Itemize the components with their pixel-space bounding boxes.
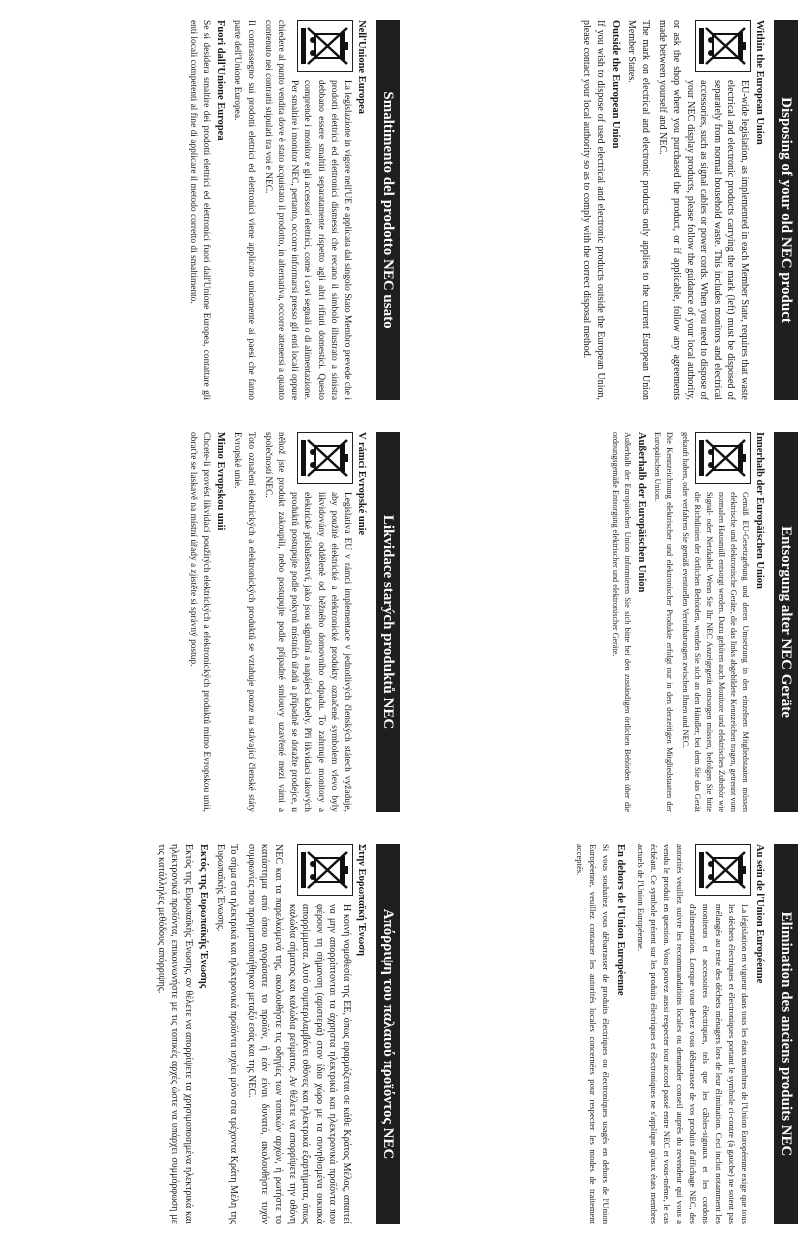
- paragraph: La législation en vigueur dans tous les états membres de l'Union Européenne exige que tous les déchets électriques et électroniques portant le symbole ci-contre (à gauche) ne soient pas mélangés au reste des déchets ménagers lors de leur élimination. Ceci inclut notamment les moniteurs et accessoires électriques, tels que les câbles-signaux et les cordons d'alimentation. Lorsque vous devez vous débarrasser de vos produits d'affichage NEC, des autorités veuillez suivre les recommandations locales ou demander conseil auprès du revendeur qui vous a vendu le produit en question. Vous pouvez aussi respecter tout accord passé entre NEC et vous-même, le cas échéant. Ce symbole présent sur les produits électriques et électroniques ne s'applique qu'aux états membres actuels de l'Union Européenne.: [636, 844, 750, 1224]
- weee-bin-icon: [695, 20, 751, 72]
- paragraph: Außerhalb der Europäischen Union informieren Sie sich bitte bei den zuständigen örtlichen Behörden über die ordnungsgemäße Entsorgung elektrischer und elektronischer Geräte.: [611, 432, 632, 812]
- section-header: Smaltimento del prodotto NEC usato: [376, 20, 400, 400]
- section-subtitle: En dehors de l'Union Européenne: [615, 844, 626, 996]
- paragraph: Se si desidera smaltire dei prodotti elettrici ed elettronici fuori dall'Unione Europea, contattare gli enti locali competenti al fine di applicare il metodo corretto di smaltimento.: [187, 20, 212, 400]
- paragraph: EU-wide legislation, as implemented in each Member State, requires that waste electrical and electronic products carrying the mark (left) must be disposed of separately from normal household waste. This includes monitors and electrical accessories, such as signal cables or power cords. When you need to dispose of your NEC display products, please follow the guidance of your local authority, or ask the shop where you purchased the product, or if applicable, follow any agreements made between yourself and NEC.: [657, 20, 750, 400]
- paragraph: Die Kennzeichnung elektrischer und elektronischer Produkte erfolgt nur in den derzeitigen Mitgliedstaaten der Europäischen Union.: [653, 432, 674, 812]
- paragraph: Η κοινή νομοθεσία της ΕΕ, όπως εφαρμόζεται σε κάθε Κράτος Μέλος, απαιτεί να μην απορρίπτονται τα άχρηστα ηλεκτρικά και ηλεκτρονικά προϊόντα που φέρουν τη σήμανση (αριστερά) στον ίδιο χώρο με τα συνηθισμένα οικιακά απορρίμματα. Αυτό συμπεριλαμβάνει οθόνες και ηλεκτρικά εξαρτήματα, όπως καλώδια σήματος και καλώδια ρεύματος. Αν θέλετε να απορρίψετε την οθόνη NEC και τα παρελκόμενά της, ακολουθήστε τις οδηγίες των τοπικών αρχών, ή ρωτήστε το κατάστημα από όπου αγοράσατε το προϊόν, ή εάν είναι δυνατό, ακολουθήστε τυχόν συμφωνίες που πραγματοποιήθηκαν μεταξύ εσάς και της NEC.: [245, 844, 352, 1224]
- section-gr: [15, 844, 400, 1224]
- section-de: [413, 432, 798, 812]
- paragraph: Si vous souhaitez vous débarrasser de produits électriques ou électroniques usagés en dehors de l'Union Européenne, veuillez contacter les autorités locales concernées pour respecter les modes de traitement acceptés.: [575, 844, 611, 1224]
- section-subtitle: Au sein de l'Union Européenne: [754, 844, 765, 984]
- section-subtitle: Στην Ευρωπαϊκή Ένωση: [356, 844, 367, 956]
- section-subtitle: Within the European Union: [754, 20, 765, 145]
- section-subtitle: Outside the European Union: [609, 20, 621, 149]
- paragraph: Gemäß EU-Gesetzgebung und deren Umsetzung in den einzelnen Mitgliedstaaten müssen elektrische und elektronische Geräte, die das links abgebildete Kennzeichen tragen, getrennt vom normalen Hausmüll entsorgt werden. Dazu gehören auch Monitore und elektrisches Zubehör wie Signal- oder Netzkabel. Wenn Sie Ihr NEC Anzeigegerät entsorgen müssen, befolgen Sie bitte die Richtlinien der örtlichen Behörden, wenden Sie sich an den Händler, bei dem Sie das Gerät gekauft haben, oder verfahren Sie gemäß eventuellen Vereinbarungen zwischen Ihnen und NEC.: [681, 432, 750, 812]
- section-header: Likvidace starých produktů NEC: [376, 432, 400, 812]
- weee-bin-icon: [297, 844, 353, 896]
- section-subtitle: Nell'Unione Europea: [356, 20, 367, 115]
- paragraph: Chcete-li provést likvidaci použitých elektrických a elektronických produktů mimo Evropskou unii, obraťte se laskavě na místní úřady a zjistěte si správný postup.: [187, 432, 212, 812]
- section-subtitle: Fuori dall'Unione Europea: [215, 20, 227, 141]
- section-header: Entsorgung alter NEC Geräte: [774, 432, 798, 812]
- paragraph: Toto označení elektrických a elektronických produktů se vztahuje pouze na stávající členské státy Evropské unie.: [232, 432, 256, 812]
- section-subtitle: Außerhalb der Europäischen Union: [636, 432, 647, 593]
- section-en: [413, 20, 798, 400]
- section-fr: [413, 844, 798, 1224]
- paragraph: Legislativa EU v rámci implementace v jednotlivých členských státech vyžaduje, aby použité elektrické a elektronické produkty označené symbolem vlevo byly likvidovány odděleně od běžného domovního odpadu. To zahrnuje monitory a elektrické příslušenství, jako jsou signální a napájecí kabely. Při likvidaci takových produktů postupujte podle pokynů místních úřadů a případně se dotažte prodejce, u něhož jste produkt zakoupili, nebo postupujte podle případné smlouvy uzavřené mezi vámi a společností NEC.: [262, 432, 352, 812]
- paragraph: Το σήμα στα ηλεκτρικά και ηλεκτρονικά προϊόντα ισχύει μόνο στα τρέχοντα Κράτη Μέλη της Ευρωπαϊκής Ένωσης.: [214, 844, 240, 1224]
- section-header: Απόρριψη του παλαιού προϊόντος NEC: [376, 844, 400, 1224]
- paragraph: The mark on electrical and electronic products only applies to the current European Union Member States.: [626, 20, 651, 400]
- paragraph: Il contrassegno sui prodotti elettrici ed elettronici viene applicato unicamente ai paesi che fanno parte dell'Unione Europea.: [232, 20, 256, 400]
- section-subtitle: V rámci Evropské unie: [356, 432, 367, 536]
- section-subtitle: Mimo Evropskou unii: [215, 432, 227, 531]
- section-header: Elimination des anciens produits NEC: [774, 844, 798, 1224]
- paragraph: If you wish to dispose of used electrical and electronic products outside the European Union, please contact your local authority so as to comply with the correct disposal method.: [581, 20, 606, 400]
- weee-bin-icon: [297, 20, 353, 72]
- paragraph: Εκτός της Ευρωπαϊκής Ένωσης, αν θέλετε να απορρίψετε τα χρησιμοποιημένα ηλεκτρικά και ηλεκτρονικά προϊόντα, επικοινωνήστε με τις τοπικές αρχές ώστε να υπάρχει συμμόρφωση με τις κατάλληλες μεθόδους απόρριψης.: [155, 844, 195, 1224]
- weee-bin-icon: [695, 432, 751, 484]
- section-subtitle: Innerhalb der Europäischen Union: [754, 432, 765, 589]
- weee-bin-icon: [695, 844, 751, 896]
- section-it: [15, 20, 400, 400]
- paragraph: La legislazione in vigore nell'UE e applicata dal singolo Stato Membro prevede che i prodotti elettrici ed elettronici dismessi che recano il simbolo illustrato a sinistra debbano essere smaltiti separatamente rispetto agli altri rifiuti domestici. Questo comprende i monitor e gli accessori elettrici, come i cavi segnali o di alimentazione. Per smaltire i monitor NEC, pertanto, occorre informarsi presso gli enti locali oppure chiedere al punto vendita dove è stato acquistato il prodotto, in alternativa, occorre attenersi a quanto contenuto nei contratti stipulati tra voi e NEC.: [262, 20, 352, 400]
- section-subtitle: Εκτός της Ευρωπαϊκής Ένωσης: [198, 844, 210, 989]
- section-header: Disposing of your old NEC product: [774, 20, 798, 400]
- weee-bin-icon: [297, 432, 353, 484]
- section-cz: [15, 432, 400, 812]
